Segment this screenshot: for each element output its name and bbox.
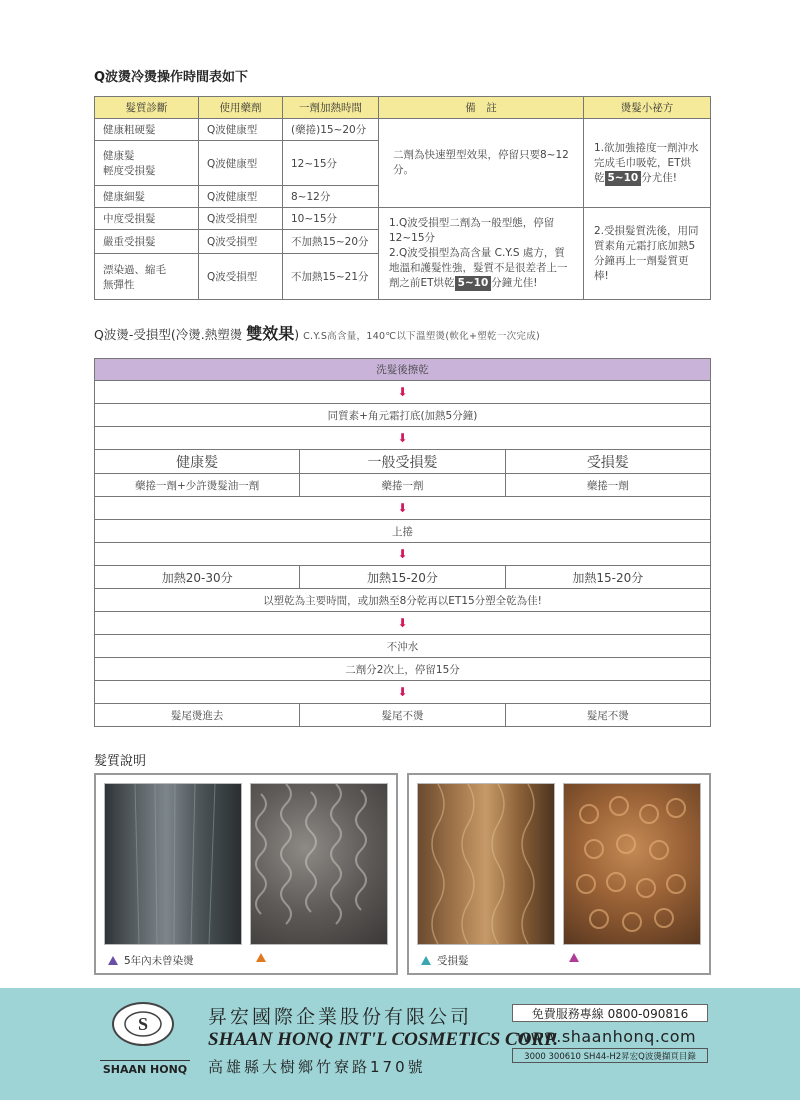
end-step: 髮尾燙進去 — [170, 709, 224, 722]
flow-arrow — [94, 427, 711, 450]
tip-1-highlight: 5~10 — [605, 171, 642, 186]
subtitle-part1: Q波燙-受損型(冷燙.熱塑燙 — [94, 327, 243, 342]
damaged-curly-hair-photo — [563, 783, 701, 945]
step-roll: 上捲 — [94, 520, 711, 543]
subtitle-detail: C.Y.S高含量，140℃以下溫塑燙(軟化+塑乾一次完成) — [303, 331, 541, 342]
tip-1-tail: 分尤佳! — [641, 171, 677, 184]
cell-agent: Q波受損型 — [199, 208, 283, 230]
tip-2: 2.受損髮質洗後，用同質素角元霜打底加熱5分鐘再上一劑髮質更棒! — [584, 208, 711, 300]
company-footer — [0, 988, 800, 1100]
note-damaged-highlight: 5~10 — [455, 276, 492, 291]
down-arrow-icon: ⬇ — [397, 616, 408, 630]
table-row — [95, 119, 711, 141]
section-subtitle — [94, 321, 540, 344]
table-row — [95, 208, 711, 230]
agent-step: 藥捲一劑 — [505, 474, 710, 496]
note-damaged-line1: 1.Q波受損型二劑為一般型態，停留12~15分 — [389, 217, 555, 244]
down-arrow-icon: ⬇ — [397, 547, 408, 561]
cell-time: 12~15分 — [283, 141, 379, 186]
step-wash: 洗髮後擦乾 — [94, 358, 711, 381]
hair-type: 受損髮 — [505, 450, 710, 473]
heat-step: 加熱15-20分 — [505, 566, 710, 588]
caption-healthy-curled — [256, 953, 272, 962]
hair-type-row — [94, 450, 711, 474]
cell-time: 8~12分 — [283, 186, 379, 208]
timing-table — [94, 96, 711, 300]
company-logo — [100, 998, 190, 1088]
company-name-en: SHAAN HONQ INT'L COSMETICS CORP. — [208, 1029, 558, 1050]
straight-hair-photo — [104, 783, 242, 945]
cell-diagnosis: 中度受損髮 — [95, 208, 199, 230]
company-name-cn: 昇宏國際企業股份有限公司 — [208, 1006, 473, 1028]
hotline-box: 免費服務專線 0800-090816 — [512, 1004, 708, 1022]
heat-row — [94, 566, 711, 589]
cell-diagnosis: 健康髮 輕度受損髮 — [95, 141, 199, 186]
magenta-triangle-icon — [569, 953, 579, 962]
cell-diagnosis: 健康細髮 — [95, 186, 199, 208]
cell-time: (藥捲)15~20分 — [283, 119, 379, 141]
down-arrow-icon: ⬇ — [397, 431, 408, 445]
damaged-hair-photo — [417, 783, 555, 945]
cell-time: 不加熱15~21分 — [283, 254, 379, 300]
subtitle-bold: 雙效果 — [246, 324, 295, 343]
ends-row — [94, 704, 711, 727]
agent-step: 藥捲一劑 — [299, 474, 504, 496]
header-note: 備 註 — [379, 97, 584, 119]
agent-row — [94, 474, 711, 497]
tip-1 — [584, 119, 711, 208]
flow-arrow — [94, 543, 711, 566]
hair-section-title: 髮質說明 — [94, 754, 147, 769]
note-damaged — [379, 208, 584, 300]
subtitle-part2: ) — [294, 327, 300, 342]
step-second-agent: 二劑分2次上，停留15分 — [94, 658, 711, 681]
company-address: 高雄縣大樹鄉竹寮路170號 — [208, 1058, 426, 1076]
caption-healthy — [108, 953, 194, 968]
svg-text:S: S — [137, 1014, 149, 1034]
header-agent: 使用藥劑 — [199, 97, 283, 119]
cell-agent: Q波受損型 — [199, 254, 283, 300]
caption-text: 受損髮 — [437, 955, 469, 967]
header-diagnosis: 髮質診斷 — [95, 97, 199, 119]
note-healthy: 二劑為快速塑型效果，停留只要8~12分。 — [379, 119, 584, 208]
purple-triangle-icon — [108, 956, 118, 965]
heat-step: 加熱15-20分 — [299, 566, 504, 588]
orange-triangle-icon — [256, 953, 266, 962]
step-base: 同質素+角元霜打底(加熱5分鐘) — [94, 404, 711, 427]
caption-damaged-curled — [569, 953, 585, 962]
cell-diagnosis: 嚴重受損髮 — [95, 230, 199, 254]
logo-text: SHAAN HONQ — [100, 1060, 190, 1076]
end-step: 髮尾不燙 — [505, 704, 710, 726]
down-arrow-icon: ⬇ — [397, 685, 408, 699]
ringlet-pattern — [564, 784, 700, 944]
agent-step: 藥捲一劑+少許燙髮油一劑 — [135, 479, 260, 492]
logo-s-mark — [114, 1004, 172, 1044]
cell-agent: Q波健康型 — [199, 186, 283, 208]
hair-type: 健康髮 — [176, 454, 219, 471]
header-time: 一劑加熱時間 — [283, 97, 379, 119]
cell-diagnosis: 健康粗硬髮 — [95, 119, 199, 141]
website-link[interactable]: www.shaanhonq.com — [517, 1027, 697, 1046]
logo-emblem-icon — [112, 1002, 174, 1046]
curly-hair-photo — [250, 783, 388, 945]
step-no-rinse: 不沖水 — [94, 635, 711, 658]
down-arrow-icon: ⬇ — [397, 385, 408, 399]
cell-agent: Q波受損型 — [199, 230, 283, 254]
note-damaged-line2: 2.Q波受損型為高含量 C.Y.S 處方，質地溫和護髮性強，髮質不是很差者上一劑之前ET烘乾 — [389, 247, 568, 289]
caption-damaged — [421, 953, 469, 968]
end-step: 髮尾不燙 — [299, 704, 504, 726]
flow-arrow — [94, 681, 711, 704]
step-dry: 以塑乾為主要時間，或加熱至8分乾再以ET15分塑全乾為佳! — [94, 589, 711, 612]
hair-type: 一般受損髮 — [299, 450, 504, 473]
down-arrow-icon: ⬇ — [397, 501, 408, 515]
cell-agent: Q波健康型 — [199, 141, 283, 186]
catalog-code: 3000 300610 SH44-H2昇宏Q波燙擷頁目錄 — [512, 1048, 708, 1063]
hair-panel-damaged — [407, 773, 711, 975]
cell-time: 10~15分 — [283, 208, 379, 230]
table-header-row — [95, 97, 711, 119]
heat-step: 加熱20-30分 — [161, 570, 233, 585]
cell-agent: Q波健康型 — [199, 119, 283, 141]
flow-arrow — [94, 381, 711, 404]
procedure-flow — [94, 358, 711, 727]
tip-1-text: 1.欲加強捲度一劑沖水完成毛巾吸乾，ET烘乾 — [594, 141, 699, 184]
hair-panel-healthy — [94, 773, 398, 975]
cell-diagnosis: 漂染過、縮毛 無彈性 — [95, 254, 199, 300]
wavy-pattern — [418, 784, 554, 944]
header-tips: 燙髮小祕方 — [584, 97, 711, 119]
note-damaged-tail: 分鐘尤佳! — [491, 277, 538, 289]
cell-time: 不加熱15~20分 — [283, 230, 379, 254]
curl-pattern — [251, 784, 387, 944]
teal-triangle-icon — [421, 956, 431, 965]
caption-text: 5年內未曾染燙 — [124, 955, 194, 967]
flow-arrow — [94, 612, 711, 635]
straight-hair-strands — [105, 784, 241, 944]
page-title: Q波燙冷燙操作時間表如下 — [94, 70, 249, 85]
flow-arrow — [94, 497, 711, 520]
